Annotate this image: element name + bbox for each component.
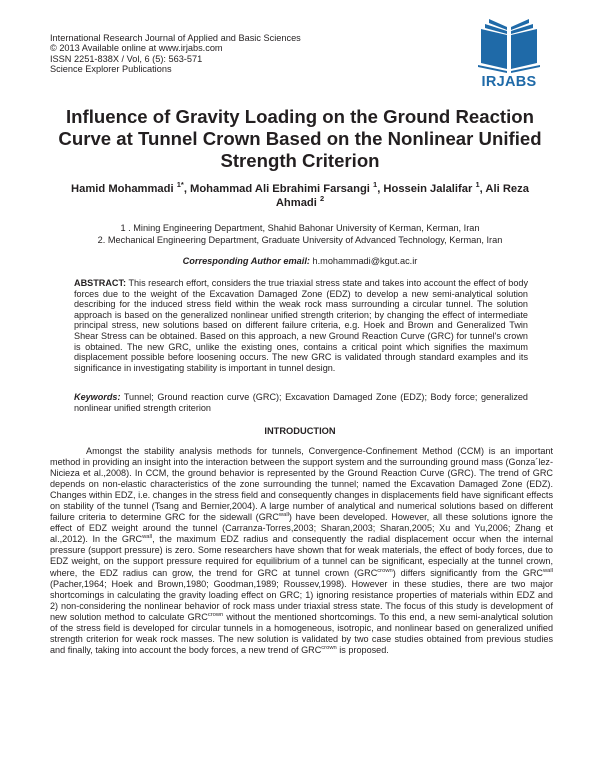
author-name: Ali Reza Ahmadi	[275, 183, 529, 209]
section-heading-introduction: INTRODUCTION	[264, 426, 336, 436]
author-separator: ,	[479, 183, 486, 195]
intro-text-run: , the maximum EDZ radius and consequently the radial displacement occur when the internal pressure (support pressure) is zero. Some researchers have shown that for weak materials, the effect of body forces, due to EDZ weight, on the support pressure required for equilibrium of a tunnel can be significant, especially at the tunnel crown, where, the EDZ radius can grow, the trend for GRC at tunnel crown (GRC	[50, 534, 553, 578]
intro-text-run: (Pacher,1964; Hoek and Brown,1980; Goodman,1989; Roussev,1998). However in these studies, there are two major shortcomings in calculating the gravity loading effect on GRC; 1) ignoring resistance properties of materials within EDZ and 2) non-considering the nonlinear behavior of rock mass under triaxial stress state. The focus of this study is development of new solution method to calculate GRC	[50, 578, 553, 622]
intro-text-run: without the mentioned shortcomings. To this end, a new semi-analytical solution of the stress field is developed for circular tunnels in a homogeneous, isotropic, and nonlinear based on generalized unified strength criterion for weak rock masses. The new solution is validated by two case studies obtained from previous studies and finally, taking into account the body forces, a new trend of GRC	[50, 611, 553, 655]
author-name: Mohammad Ali Ebrahimi Farsangi	[190, 183, 374, 195]
intro-superscript: crown	[207, 611, 224, 618]
introduction-paragraph	[50, 446, 553, 656]
keywords-text: Tunnel; Ground reaction curve (GRC); Excavation Damaged Zone (EDZ); Body force; generalized nonlinear unified strength criterion	[74, 392, 528, 413]
abstract-label: ABSTRACT:	[74, 278, 127, 288]
journal-name: International Research Journal of Applied and Basic Sciences	[50, 33, 301, 43]
abstract-text: This research effort, considers the true triaxial stress state and takes into account the effect of body forces due to the weight of the Excavation Damaged Zone (EDZ) to develop a new semi-analytical solution describing for the induced stress field within the weak rock mass surrounding a circular tunnel. The solution approach is based on the generalized nonlinear unified strength criterion; by changing the effect of intermediate principal stress, new solutions based on different failure criteria, e.g. Hoek and Brown and Generalized Twin Shear Stress can be obtained. Based on this approach, a new Ground Reaction Curve (GRC) for tunnel's crown is obtained. The new GRC, unlike the existing ones, contains a critical point which signifies the maximum displacement possible before loosening occurs. The new GRC is validated through standard examples and its significance in investigating stability is important in tunnel design.	[74, 278, 528, 373]
affiliations	[50, 222, 550, 246]
intro-superscript: crown	[321, 644, 337, 651]
publisher-line: Science Explorer Publications	[50, 64, 172, 75]
author-affiliation-marker: 1*	[176, 180, 184, 189]
intro-text-run: ) differs significantly from the GRC	[392, 567, 543, 578]
keywords	[74, 392, 528, 413]
journal-logo	[470, 15, 548, 90]
affiliation-2: 2. Mechanical Engineering Department, Graduate University of Advanced Technology, Kerman, Iran	[97, 235, 503, 245]
intro-text-run: Amongst the stability analysis methods for tunnels, Convergence-Confinement Method (CCM) is an important method in providing an insight into the interaction between the support system and the surrounding ground mass (Gonza´lez-Nicieza et al.,2008). In CCM, the ground behavior is represented by the Ground Reaction Curve (GRC). The trend of GRC depends on non-elastic characteristics of the zone surrounding the tunnel; named the Excavation Damaged Zone (EDZ). Changes within EDZ, i.e. changes in the stress field and consequently changes in displacements field have significant effects on stability of the tunnel (Tsang and Bernier,2004). A large number of analytical and numerical solutions based on different failure criteria to determine GRC for the sidewall (GRC	[50, 446, 553, 523]
author-affiliation-marker: 1	[475, 180, 480, 189]
intro-superscript: wall	[543, 567, 553, 574]
author-list	[50, 180, 550, 210]
intro-text-run: ) have been developed. However, all these solutions ignore the effect of EDZ weight around the tunnel (Carranza-Torres,2003; Sharan,2003; Sharan,2005; Xu and Yu,2006; Zhang et al.,2012). In the GRC	[50, 512, 553, 545]
intro-superscript: wall	[142, 534, 153, 541]
keywords-label: Keywords:	[74, 392, 121, 402]
author-name: Hamid Mohammadi	[71, 183, 177, 195]
logo-text: IRJABS	[481, 74, 537, 90]
issn-line: ISSN 2251-838X / Vol, 6 (5): 563-571	[50, 53, 203, 64]
paper-title: Influence of Gravity Loading on the Ground Reaction Curve at Tunnel Crown Based on the Nonlinear Unified Strength Criterion	[58, 106, 542, 171]
affiliation-1: 1 . Mining Engineering Department, Shahid Bahonar University of Kerman, Kerman, Iran	[120, 223, 480, 233]
intro-text-run: is proposed.	[336, 644, 389, 655]
intro-superscript: wall	[278, 512, 289, 519]
author-affiliation-marker: 2	[319, 193, 325, 203]
corresponding-label: Corresponding Author email:	[182, 256, 310, 266]
open-book-icon	[475, 15, 543, 73]
author-separator: ,	[183, 183, 191, 195]
abstract	[74, 278, 528, 373]
corresponding-email[interactable]: h.mohammadi@kgut.ac.ir	[312, 256, 418, 266]
intro-superscript: crown	[377, 567, 393, 574]
author-name: Hossein Jalalifar	[383, 183, 476, 195]
copyright-line: © 2013 Available online at www.irjabs.com	[50, 43, 223, 54]
author-affiliation-marker: 1	[373, 180, 378, 189]
author-separator: ,	[377, 183, 384, 195]
corresponding-author	[50, 256, 550, 266]
journal-header	[50, 33, 301, 75]
